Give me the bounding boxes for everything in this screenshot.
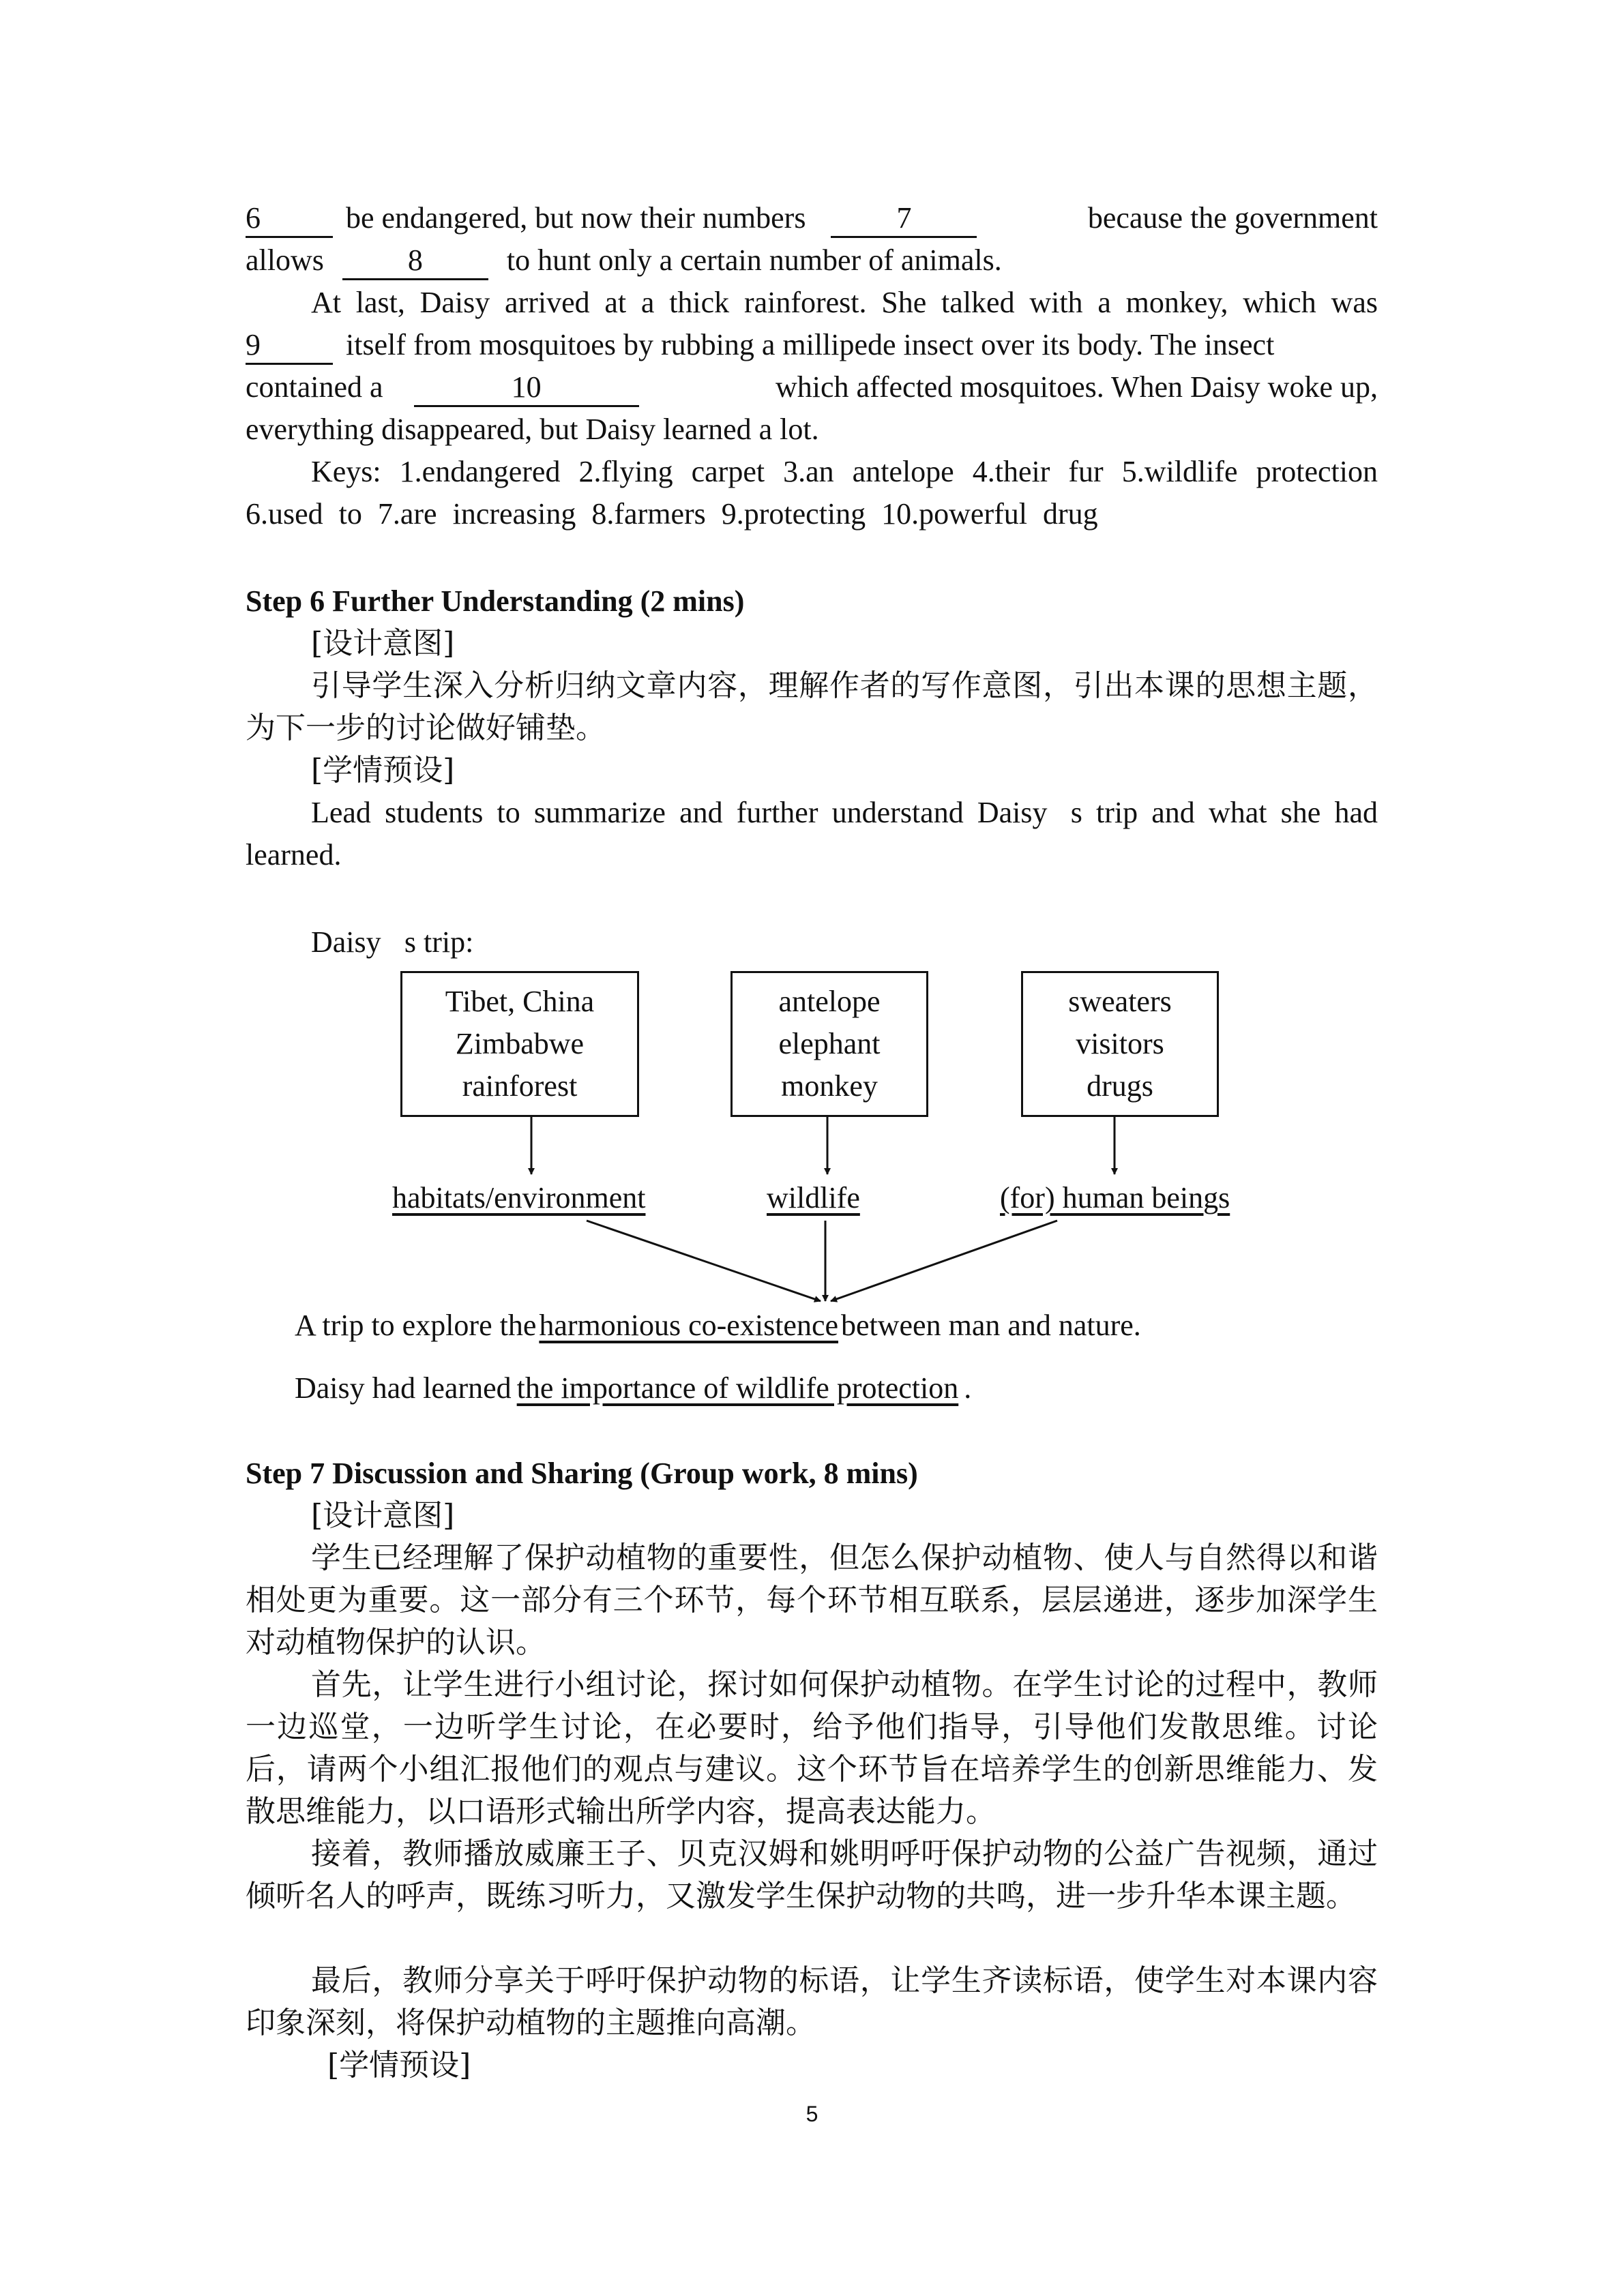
arrow-merge-right — [831, 1221, 1057, 1301]
step7-design-label: [设计意图] — [311, 1498, 455, 1533]
step7-preset-label: [学情预设] — [327, 2048, 471, 2083]
step6-heading: Step 6 Further Understanding (2 mins) — [246, 584, 745, 618]
cloze-text: because the government — [1087, 201, 1378, 235]
step6-preset-text: Lead students to summarize and further understand Daisy s trip and what she had learned. — [246, 796, 1378, 871]
cloze-para2-line1: At last, Daisy arrived at a thick rainforest. She talked with a monkey, which was — [311, 286, 1378, 319]
blank-7: 7 — [831, 200, 977, 238]
arrow-merge-left — [587, 1221, 821, 1301]
category-habitats: habitats/environment — [392, 1181, 646, 1214]
blank-9: 9 — [246, 327, 333, 365]
step6-preset-label: [学情预设] — [311, 753, 455, 788]
step7-paragraph-3: 接着，教师播放威廉王子、贝克汉姆和姚明呼吁保护动物的公益广告视频，通过倾听名人的呼声，既练习听力，又激发学生保护动物的共鸣，进一步升华本课主题。 — [246, 1836, 1378, 1913]
summary-sentence-1 — [295, 1304, 1141, 1347]
box-line: Zimbabwe — [455, 1027, 585, 1060]
cloze-para2-line4: everything disappeared, but Daisy learned a lot. — [246, 413, 819, 446]
step6-design-label: [设计意图] — [311, 626, 455, 661]
box-line: rainforest — [462, 1069, 578, 1103]
cloze-text: itself from mosquitoes by rubbing a millipede insect over its body. The insect — [346, 328, 1275, 361]
box-line: drugs — [1087, 1069, 1153, 1103]
box-line: monkey — [781, 1069, 878, 1103]
diagram-title: Daisy s trip: — [311, 925, 474, 959]
cloze-text: contained a — [246, 370, 383, 404]
step7-paragraph-1: 学生已经理解了保护动植物的重要性，但怎么保护动植物、使人与自然得以和谐相处更为重要。这一部分有三个环节，每个环节相互联系，层层递进，逐步加深学生对动植物保护的认识。 — [246, 1540, 1378, 1660]
answer-keys: Keys: 1.endangered 2.flying carpet 3.an antelope 4.their fur 5.wildlife protection 6.used to 7.are increasing 8.farmers 9.protecting 10.powerful drug — [246, 455, 1378, 531]
sentence-answer: harmonious co-existence — [539, 1309, 838, 1342]
step6-design-text: 引导学生深入分析归纳文章内容，理解作者的写作意图，引出本课的思想主题，为下一步的讨论做好铺垫。 — [246, 668, 1378, 745]
box-line: sweaters — [1068, 985, 1172, 1018]
blank-6: 6 — [246, 200, 333, 238]
box-line: visitors — [1076, 1027, 1164, 1060]
category-human-beings: (for) human beings — [1000, 1181, 1230, 1214]
cloze-text: allows — [246, 243, 324, 277]
step7-paragraph-2: 首先，让学生进行小组讨论，探讨如何保护动植物。在学生讨论的过程中，教师一边巡堂，一边听学生讨论，在必要时，给予他们指导，引导他们发散思维。讨论后，请两个小组汇报他们的观点与建议。这个环节旨在培养学生的创新思维能力、发散思维能力，以口语形式输出所学内容，提高表达能力。 — [246, 1667, 1378, 1829]
sentence-text: Daisy had learned — [295, 1371, 512, 1405]
step7-heading: Step 7 Discussion and Sharing (Group work, 8 mins) — [246, 1457, 918, 1490]
blank-8: 8 — [342, 243, 488, 280]
summary-sentence-2 — [295, 1367, 971, 1410]
box-line: elephant — [778, 1027, 881, 1060]
cloze-text: be endangered, but now their numbers — [346, 201, 806, 235]
sentence-text: between man and nature. — [841, 1309, 1141, 1342]
box-line: Tibet, China — [445, 985, 595, 1018]
page-number: 5 — [806, 2102, 818, 2126]
sentence-answer: the importance of wildlife protection — [516, 1371, 959, 1405]
box-line: antelope — [778, 985, 881, 1018]
sentence-text: . — [964, 1371, 972, 1405]
category-wildlife: wildlife — [767, 1181, 860, 1214]
sentence-text: A trip to explore the — [295, 1309, 537, 1342]
cloze-text: which affected mosquitoes. When Daisy woke up, — [775, 370, 1378, 404]
blank-10: 10 — [414, 370, 639, 407]
cloze-text: to hunt only a certain number of animals. — [506, 243, 1002, 277]
step7-paragraph-4: 最后，教师分享关于呼吁保护动物的标语，让学生齐读标语，使学生对本课内容印象深刻，将保护动植物的主题推向高潮。 — [246, 1963, 1378, 2040]
